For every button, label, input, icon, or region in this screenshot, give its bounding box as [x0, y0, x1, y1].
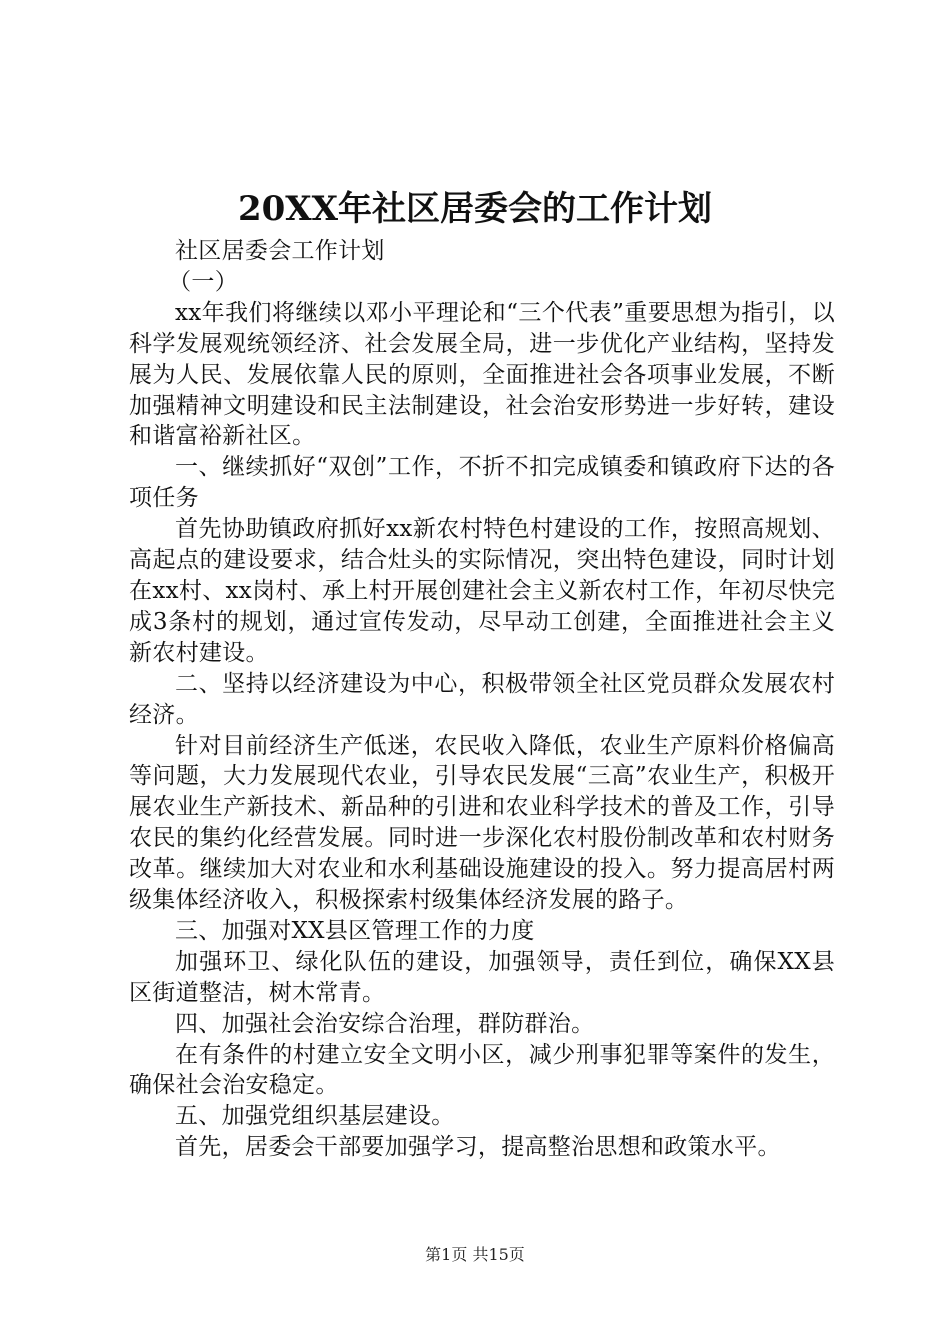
subtitle-paragraph: 社区居委会工作计划 — [175, 238, 385, 264]
document-body — [129, 236, 835, 1163]
body-paragraph: 针对目前经济生产低迷，农民收入降低，农业生产原料价格偏高等问题，大力发展现代农业，引导农民发展“三高”农业生产，积极开展农业生产新技术、新品种的引进和农业科学技术的普及工作，引导农民的集约化经营发展。同时进一步深化农村股份制改革和农村财务改革。继续加大对农业和水利基础设施建设的投入。努力提高居村两级集体经济收入，积极探索村级集体经济发展的路子。 — [129, 732, 835, 914]
section-heading-3: 三、加强对XX县区管理工作的力度 — [175, 917, 535, 944]
section-heading-5: 五、加强党组织基层建设。 — [175, 1103, 455, 1130]
body-paragraph: 首先协助镇政府抓好xx新农村特色村建设的工作，按照高规划、高起点的建设要求，结合灶头的实际情况，突出特色建设，同时计划在xx村、xx岗村、承上村开展创建社会主义新农村工作，年初尽快完成3条村的规划，通过宣传发动，尽早动工创建，全面推进社会主义新农村建设。 — [129, 516, 835, 666]
section-heading-2: 二、坚持以经济建设为中心，积极带领全社区党员群众发展农村经济。 — [129, 670, 835, 728]
document-title: 20XX年社区居委会的工作计划 — [237, 189, 713, 229]
body-paragraph: 首先，居委会干部要加强学习，提高整治思想和政策水平。 — [175, 1134, 781, 1161]
section-number-paragraph: （一） — [168, 268, 238, 295]
body-paragraph: 加强环卫、绿化队伍的建设，加强领导，责任到位，确保XX县区街道整洁，树木常青。 — [129, 948, 835, 1006]
page-footer: 第1页 共15页 — [425, 1245, 525, 1264]
section-heading-4: 四、加强社会治安综合治理，群防群治。 — [175, 1010, 595, 1037]
section-heading-1: 一、继续抓好“双创”工作，不折不扣完成镇委和镇政府下达的各项任务 — [129, 454, 835, 512]
body-paragraph: 在有条件的村建立安全文明小区，减少刑事犯罪等案件的发生，确保社会治安稳定。 — [129, 1041, 835, 1099]
body-paragraph: xx年我们将继续以邓小平理论和“三个代表”重要思想为指引，以科学发展观统领经济、社会发展全局，进一步优化产业结构，坚持发展为人民、发展依靠人民的原则，全面推进社会各项事业发展，不断加强精神文明建设和民主法制建设，社会治安形势进一步好转，建设和谐富裕新社区。 — [129, 299, 835, 450]
